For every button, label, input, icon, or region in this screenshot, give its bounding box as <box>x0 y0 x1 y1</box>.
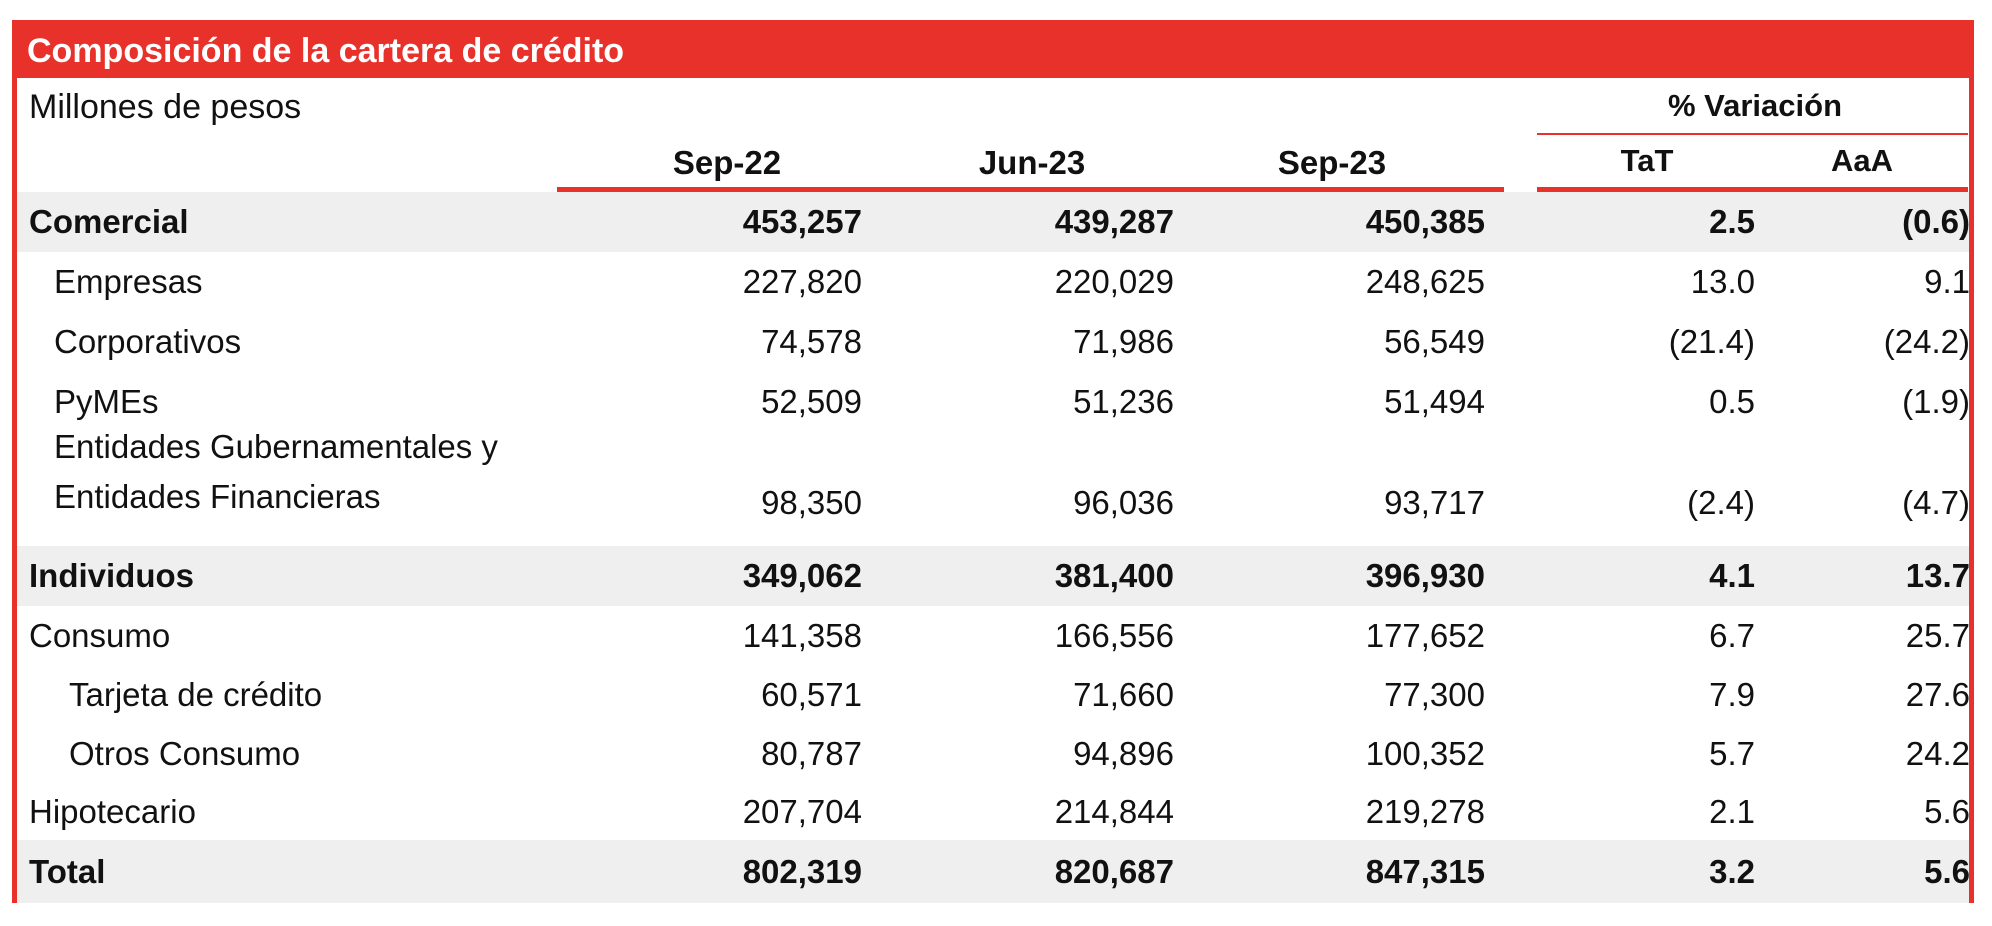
cell-sep-22: 74,578 <box>761 323 862 360</box>
cell-aaa: 9.1 <box>1924 263 1970 300</box>
cell-sep-22: 453,257 <box>742 203 862 240</box>
cell-sep-23: 847,315 <box>1365 852 1485 890</box>
column-header-sep-23: Sep-23 <box>1277 144 1387 181</box>
variation-header: % Variación <box>1667 88 1843 123</box>
column-header-aaa: AaA <box>1830 143 1893 178</box>
row-label: PyMEs <box>54 383 159 420</box>
row-label: Hipotecario <box>29 793 196 830</box>
table-row-individuos <box>17 546 1969 606</box>
cell-tat: 6.7 <box>1709 617 1755 654</box>
cell-tat: 0.5 <box>1709 383 1755 420</box>
table-row-entidades <box>17 428 1970 534</box>
row-label: Corporativos <box>54 323 242 360</box>
cell-sep-22: 98,350 <box>761 484 862 521</box>
cell-sep-22: 349,062 <box>742 557 862 594</box>
cell-tat: (21.4) <box>1668 323 1755 360</box>
row-label: Empresas <box>54 263 203 300</box>
cell-sep-23: 450,385 <box>1365 203 1485 240</box>
cell-jun-23: 220,029 <box>1054 263 1174 300</box>
cell-jun-23: 214,844 <box>1054 793 1174 830</box>
row-label: Entidades Gubernamentales y Entidades Financieras <box>54 428 498 515</box>
row-label: Comercial <box>29 203 189 240</box>
cell-aaa: (1.9) <box>1902 383 1970 420</box>
cell-jun-23: 166,556 <box>1054 617 1174 654</box>
cell-aaa: 13.7 <box>1905 557 1970 594</box>
cell-sep-23: 177,652 <box>1365 617 1485 654</box>
table-row-empresas <box>17 252 1969 312</box>
row-label: Total <box>29 852 106 890</box>
variation-header-rule <box>1537 133 1968 135</box>
table-row-comercial <box>17 192 1969 252</box>
row-label: Individuos <box>29 557 194 594</box>
cell-sep-23: 77,300 <box>1384 676 1485 713</box>
cell-jun-23: 439,287 <box>1054 203 1174 240</box>
cell-tat: 3.2 <box>1709 852 1755 890</box>
table-title: Composición de la cartera de crédito <box>17 25 1969 78</box>
cell-sep-22: 80,787 <box>761 735 862 772</box>
units-label: Millones de pesos <box>29 88 302 126</box>
column-header-tat: TaT <box>1620 143 1674 178</box>
cell-tat: 7.9 <box>1709 676 1755 713</box>
cell-aaa: 27.6 <box>1905 676 1970 713</box>
cell-sep-23: 100,352 <box>1365 735 1485 772</box>
cell-tat: 5.7 <box>1709 735 1755 772</box>
column-header-sep-22: Sep-22 <box>672 144 782 181</box>
cell-sep-22: 227,820 <box>742 263 862 300</box>
cell-tat: 2.5 <box>1709 203 1755 240</box>
cell-aaa: (4.7) <box>1902 484 1970 521</box>
cell-aaa: 5.6 <box>1924 852 1970 890</box>
cell-jun-23: 71,660 <box>1073 676 1174 713</box>
cell-aaa: (0.6) <box>1902 203 1970 240</box>
row-label: Tarjeta de crédito <box>69 676 323 713</box>
cell-sep-22: 60,571 <box>761 676 862 713</box>
cell-tat: 13.0 <box>1690 263 1755 300</box>
cell-sep-23: 396,930 <box>1365 557 1485 594</box>
cell-jun-23: 51,236 <box>1073 383 1174 420</box>
cell-jun-23: 820,687 <box>1054 852 1174 890</box>
table-row-tarjeta-de-credito <box>17 665 1969 725</box>
cell-tat: 4.1 <box>1709 557 1755 594</box>
table-row-hipotecario <box>17 782 1969 842</box>
cell-sep-23: 93,717 <box>1384 484 1485 521</box>
row-label: Otros Consumo <box>69 735 301 772</box>
cell-tat: 2.1 <box>1709 793 1755 830</box>
cell-aaa: (24.2) <box>1883 323 1970 360</box>
table-row-total <box>17 840 1969 903</box>
table-row-corporativos <box>17 312 1969 372</box>
cell-tat: (2.4) <box>1687 484 1755 521</box>
table-row-otros-consumo <box>17 724 1969 784</box>
cell-sep-23: 51,494 <box>1384 383 1485 420</box>
credit-portfolio-table <box>12 20 1974 903</box>
cell-jun-23: 381,400 <box>1054 557 1174 594</box>
cell-aaa: 5.6 <box>1924 793 1970 830</box>
cell-sep-22: 207,704 <box>742 793 862 830</box>
cell-jun-23: 94,896 <box>1073 735 1174 772</box>
cell-jun-23: 71,986 <box>1073 323 1174 360</box>
cell-sep-22: 141,358 <box>742 617 862 654</box>
row-label: Consumo <box>29 617 171 654</box>
cell-sep-23: 219,278 <box>1365 793 1485 830</box>
cell-jun-23: 96,036 <box>1073 484 1174 521</box>
cell-aaa: 24.2 <box>1905 735 1970 772</box>
table-row-consumo <box>17 606 1969 666</box>
cell-sep-23: 248,625 <box>1365 263 1485 300</box>
cell-sep-22: 802,319 <box>742 852 862 890</box>
column-header-jun-23: Jun-23 <box>978 144 1086 181</box>
cell-sep-23: 56,549 <box>1384 323 1485 360</box>
cell-sep-22: 52,509 <box>761 383 862 420</box>
cell-aaa: 25.7 <box>1905 617 1970 654</box>
